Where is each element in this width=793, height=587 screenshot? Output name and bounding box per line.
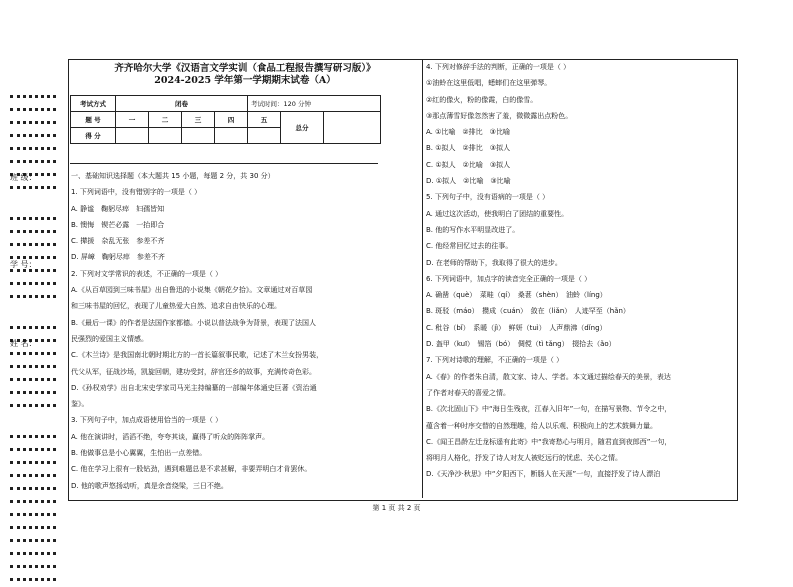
right-line: C. ①拟人 ②比喻 ③拟人 <box>426 160 511 169</box>
right-line: A. 通过这次活动，使我明白了团结的重要性。 <box>426 209 569 218</box>
right-line: C.《闻王昌龄左迁龙标遥有此寄》中“我寄愁心与明月，随君直到夜郎西”一句， <box>426 437 672 446</box>
exam-subtitle: 2024-2025 学年第一学期期末试卷（A） <box>154 75 336 86</box>
left-line: C. 他在学习上很有一股钻劲，遇到难题总是不求甚解，非要弄明白才肯罢休。 <box>71 465 312 474</box>
section-2: 二 <box>149 112 182 128</box>
right-line: 4. 下列对修辞手法的判断，正确的一项是（ ） <box>426 63 571 71</box>
right-line: ①油蛉在这里低唱，蟋蟀们在这里弹琴。 <box>426 79 552 88</box>
exam-header <box>70 63 420 87</box>
left-line: B. 懊悔 锲芒必露 一抬即合 <box>71 220 165 229</box>
score-label: 得 分 <box>71 128 116 144</box>
right-line: C. 他经常回忆过去的往事。 <box>426 242 513 251</box>
right-line: D. 在老师的帮助下，我取得了很大的进步。 <box>426 258 562 267</box>
right-line: B.《次北固山下》中“海日生残夜，江春入旧年”一句，在描写景物、节令之中， <box>426 405 672 414</box>
right-line: A. ①比喻 ②排比 ③比喻 <box>426 128 510 137</box>
score-cell-2[interactable] <box>149 128 182 144</box>
left-line: D. 屏嶂 鞠躬尽瘁 参差不齐 <box>71 253 165 262</box>
left-line: 1. 下列词语中，没有错别字的一项是（ ） <box>71 188 202 197</box>
right-column <box>426 59 671 483</box>
right-line: 7. 下列对诗歌的理解，不正确的一项是（ ） <box>426 356 564 365</box>
left-line: B.《最后一课》的作者是法国作家都德。小说以普法战争为背景，表现了法国人 <box>71 318 317 327</box>
left-line: D. 他的歌声悠扬动听，真是余音绕梁，三日不绝。 <box>71 481 228 490</box>
right-line: ②红的像火，粉的像霞，白的像雪。 <box>426 95 538 104</box>
right-line: A. 确凿（què） 菜畦（qí） 桑葚（shèn） 油蛉（líng） <box>426 291 607 300</box>
right-line: B. 他的写作水平明显改进了。 <box>426 225 520 234</box>
student-id-label: 学 号： <box>10 260 37 269</box>
right-line: D. ①拟人 ②比喻 ③比喻 <box>426 177 511 186</box>
left-line: D.《孙权劝学》出自北宋史学家司马光主持编纂的一部编年体通史巨著《资治通 <box>71 383 317 392</box>
exam-time: 考试时间：120 分钟 <box>248 96 381 112</box>
left-column <box>71 168 323 494</box>
left-line: A. 他在演讲时，滔滔不绝，夸夸其谈，赢得了听众的阵阵掌声。 <box>71 432 270 441</box>
name-label: 姓 名： <box>10 339 37 348</box>
right-line: C. 秕谷（bǐ） 系暖（jì） 鲜妍（tuì） 人声鼎沸（dǐng） <box>426 323 607 332</box>
left-line: 2. 下列对文学常识的表述，不正确的一项是（ ） <box>71 269 223 278</box>
right-line: 6. 下列词语中，加点字的读音完全正确的一项是（ ） <box>426 274 592 283</box>
left-line: A.《从百草园到三味书屋》出自鲁迅的小说集《朝花夕拾》。文章通过对百草园 <box>71 286 313 295</box>
left-line: C. 撵援 杂乱无张 参差不齐 <box>71 237 165 246</box>
right-line: B. 斑驳（máo） 攒成（cuán） 敛在（liǎn） 人迹罕至（hǎn） <box>426 307 630 316</box>
page-footer: 第 1 页 共 2 页 <box>372 504 421 512</box>
right-line: 将明月人格化，抒发了诗人对友人被贬远行的忧虑、关心之情。 <box>426 454 622 463</box>
total-label: 总分 <box>281 112 324 144</box>
right-line: ③那点薄雪好像忽然害了羞，微微露出点粉色。 <box>426 111 573 120</box>
right-line: D.《天净沙·秋思》中“夕阳西下，断肠人在天涯”一句，直接抒发了诗人漂泊 <box>426 470 661 479</box>
left-line: 鉴》。 <box>71 400 89 409</box>
exam-title: 齐齐哈尔大学《汉语言文学实训（食品工程报告撰写研习版）》 <box>114 63 376 74</box>
column-divider <box>422 60 423 498</box>
left-line: 一、基础知识选择题（本大题共 15 小题，每题 2 分，共 30 分） <box>71 172 275 180</box>
question-no-label: 题 号 <box>71 112 116 128</box>
section-5: 五 <box>248 112 281 128</box>
right-line: 5. 下列句子中，没有语病的一项是（ ） <box>426 193 550 202</box>
right-line: 了作者对春天的喜爱之情。 <box>426 388 510 397</box>
right-line: 蕴含着一种时序交替的自然理趣，给人以乐观、积极向上的艺术鼓舞力量。 <box>426 421 657 430</box>
left-line: 和三味书屋的回忆，表现了儿童热爱大自然、追求自由快乐的心理。 <box>71 302 281 311</box>
right-line: A.《春》的作者朱自清，散文家、诗人、学者。本文通过描绘春天的美景，表达 <box>426 372 671 381</box>
section-1: 一 <box>116 112 149 128</box>
left-line: 3. 下列句子中，加点成语使用恰当的一项是（ ） <box>71 416 223 425</box>
score-cell-5[interactable] <box>248 128 281 144</box>
header-rule <box>70 163 378 164</box>
left-line: A. 静谧 鞠躬尽瘁 妇孺皆知 <box>71 204 165 213</box>
score-cell-4[interactable] <box>215 128 248 144</box>
binding-margin <box>10 95 56 515</box>
section-3: 三 <box>182 112 215 128</box>
section-4: 四 <box>215 112 248 128</box>
score-cell-1[interactable] <box>116 128 149 144</box>
right-line: B. ①拟人 ②排比 ③拟人 <box>426 144 511 153</box>
exam-method-label: 考试方式 <box>71 96 116 112</box>
left-line: B. 他做事总是小心翼翼，生怕出一点差错。 <box>71 449 207 458</box>
exam-method-value: 闭卷 <box>116 96 248 112</box>
left-line: C.《木兰诗》是我国南北朝时期北方的一首长篇叙事民歌，记述了木兰女扮男装， <box>71 351 324 360</box>
total-score-cell[interactable] <box>324 112 381 144</box>
left-line: 民强烈的爱国主义情感。 <box>71 334 148 343</box>
score-cell-3[interactable] <box>182 128 215 144</box>
class-label: 班 级： <box>10 173 37 182</box>
score-table <box>70 95 381 144</box>
right-line: D. 盔甲（kuī） 锡箔（bó） 倜傥（tì tǎng） 掇拾去（ǎo） <box>426 340 616 349</box>
left-line: 代父从军，征战沙场，凯旋回朝，建功受封，辞官还乡的故事，充满传奇色彩。 <box>71 367 316 376</box>
